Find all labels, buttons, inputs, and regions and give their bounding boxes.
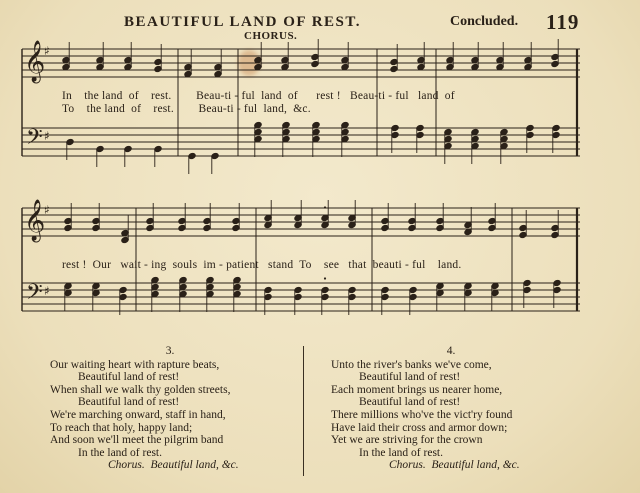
system1-lyrics-line1: In the land of rest. Beau-ti - ful land of rest ! Beau-ti - ful land of	[62, 90, 455, 102]
concluded-label: Concluded.	[450, 14, 519, 29]
sharp-icon: ♯	[44, 44, 50, 58]
sharp-icon: ♯	[44, 129, 50, 143]
verse-line: Our waiting heart with rapture beats,	[50, 358, 220, 371]
verse-line: Beautiful land of rest!	[78, 371, 180, 384]
verse-lines	[50, 359, 290, 472]
system1-lyrics-line2: To the land of rest. Beau-ti - ful land, &c.	[62, 103, 311, 115]
verse-line: Unto the river's banks we've come,	[331, 358, 492, 371]
verse-line: To reach that holy, happy land;	[50, 421, 193, 434]
bass-clef-icon: 𝄢	[26, 280, 43, 310]
verse-number: 4.	[446, 345, 456, 357]
verse-line: Chorus. Beautiful land, &c.	[108, 459, 239, 472]
verse-line: We're marching onward, staff in hand,	[50, 408, 226, 421]
verse-line: Chorus. Beautiful land, &c.	[389, 459, 520, 472]
verse-lines	[331, 359, 571, 472]
page-title: BEAUTIFUL LAND OF REST.	[124, 14, 362, 30]
chorus-label: CHORUS.	[244, 30, 298, 42]
treble-clef-icon: 𝄞	[24, 200, 46, 241]
verse-line: Beautiful land of rest!	[78, 396, 180, 409]
bass-clef-icon: 𝄢	[26, 125, 43, 155]
page-number: 119	[546, 10, 580, 34]
verse-4	[331, 345, 571, 472]
verse-line: In the land of rest.	[78, 446, 162, 459]
verse-line: Yet we are striving for the crown	[331, 434, 483, 447]
verse-line: Each moment brings us nearer home,	[331, 383, 503, 396]
verse-line: And soon we'll meet the pilgrim band	[50, 434, 224, 447]
verse-number: 3.	[165, 345, 175, 357]
system2-lyrics-line1: rest ! Our wait - ing souls im - patient stand To see that beauti - ful land.	[62, 259, 462, 271]
verse-3	[50, 345, 290, 472]
treble-clef-icon: 𝄞	[24, 41, 46, 82]
verse-line: When shall we walk thy golden streets,	[50, 383, 231, 396]
sharp-icon: ♯	[44, 284, 50, 298]
column-divider	[303, 346, 304, 476]
verse-line: In the land of rest.	[359, 446, 443, 459]
verse-line: Beautiful land of rest!	[359, 371, 461, 384]
sharp-icon: ♯	[44, 203, 50, 217]
verse-line: There millions who've the vict'ry found	[331, 408, 513, 421]
verse-line: Have laid their cross and armor down;	[331, 421, 508, 434]
fermata-dot	[324, 206, 326, 208]
fermata-dot	[324, 277, 326, 279]
verse-line: Beautiful land of rest!	[359, 396, 461, 409]
